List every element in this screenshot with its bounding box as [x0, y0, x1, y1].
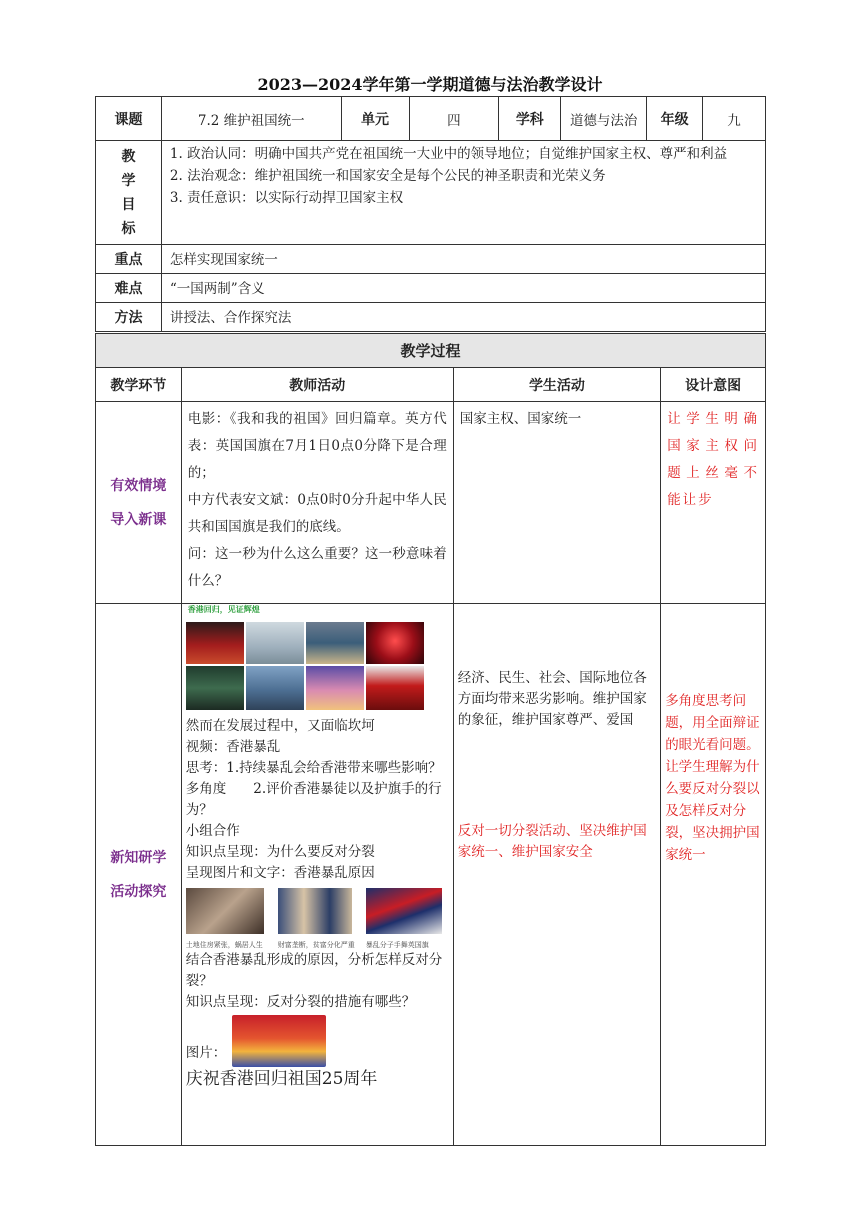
teacher-text: 问：这一秒为什么这么重要？这一秒意味着什么？	[187, 546, 447, 589]
design-intent-intro: 让学生明确国家主权问题上丝毫不能让步	[661, 402, 766, 604]
teacher-text: 然而在发展过程中，又面临坎坷	[185, 718, 375, 734]
teacher-text: 呈现图片和文字：香港暴乱原因	[185, 865, 375, 881]
document-title: 2023—2024学年第一学期道德与法治教学设计	[257, 75, 603, 94]
teacher-text: 中方代表安文斌：0点0时0分升起中华人民共和国国旗是我们的底线。	[187, 492, 447, 535]
col-header-intent: 设计意图	[661, 368, 766, 402]
goal-item: 3. 责任意识：以实际行动捍卫国家主权	[169, 190, 404, 206]
riot-cause-photos	[185, 888, 449, 949]
difficulty-label: 难点	[96, 274, 162, 303]
course-value: 7.2 维护祖国统一	[161, 97, 341, 141]
goal-item: 1. 政治认同：明确中国共产党在祖国统一大业中的领导地位；自觉维护国家主权、尊严和利益	[169, 146, 728, 162]
teaching-process-table	[95, 333, 766, 1146]
stage-explore: 新知研学 活动探究	[96, 604, 182, 1146]
image-label: 图片：	[185, 1045, 227, 1061]
stage-intro: 有效情境 导入新课	[96, 402, 182, 604]
goals-list	[161, 141, 765, 245]
grade-label: 年级	[647, 97, 703, 141]
teacher-text: 知识点呈现：为什么要反对分裂	[185, 844, 375, 860]
key-point-label: 重点	[96, 245, 162, 274]
process-heading: 教学过程	[96, 334, 766, 368]
teacher-text: 电影：《我和我的祖国》回归篇章。英方代表：英国国旗在7月1日0点0分降下是合理的；	[187, 411, 447, 481]
student-activity-intro: 国家主权、国家统一	[453, 402, 660, 604]
col-header-teacher: 教师活动	[181, 368, 453, 402]
unit-value: 四	[409, 97, 499, 141]
caption-housing: 土地住房紧张，蜗居人生	[185, 941, 263, 949]
caption-flag: 暴乱分子手舞英国旗	[365, 941, 429, 949]
teacher-text: 结合香港暴乱形成的原因，分析怎样反对分裂？	[185, 952, 443, 989]
method-label: 方法	[96, 303, 162, 332]
key-point-value: 怎样实现国家统一	[161, 245, 765, 274]
teacher-activity-intro	[181, 402, 453, 604]
teacher-text: 知识点呈现：反对分裂的措施有哪些？	[185, 994, 416, 1010]
col-header-student: 学生活动	[453, 368, 660, 402]
teacher-text: 视频：香港暴乱	[185, 739, 281, 755]
unit-label: 单元	[341, 97, 409, 141]
goal-item: 2. 法治观念：维护祖国统一和国家安全是每个公民的神圣职责和光荣义务	[169, 168, 606, 184]
lesson-info-table	[95, 96, 766, 332]
student-activity-explore	[453, 604, 660, 1146]
subject-value: 道德与法治	[561, 97, 647, 141]
hk-return-photo-collage	[186, 622, 424, 710]
teacher-text: 小组合作	[185, 823, 240, 839]
teacher-text: 思考：1.持续暴乱会给香港带来哪些影响？多角度 2.评价香港暴徒以及护旗手的行为？	[185, 760, 442, 818]
student-text-red: 反对一切分裂活动、坚决维护国家统一、维护国家安全	[457, 823, 647, 860]
difficulty-value: “一国两制”含义	[161, 274, 765, 303]
image-caption: 庆祝香港回归祖国25周年	[185, 1069, 378, 1089]
course-label: 课题	[96, 97, 162, 141]
method-value: 讲授法、合作探究法	[161, 303, 765, 332]
celebration-poster	[232, 1015, 326, 1067]
goals-label: 教 学 目 标	[96, 141, 162, 245]
col-header-stage: 教学环节	[96, 368, 182, 402]
student-text: 经济、民生、社会、国际地位各方面均带来恶劣影响。维护国家的象征，维护国家尊严、爱国	[457, 670, 647, 728]
design-intent-explore: 多角度思考问题，用全面辩证的眼光看问题。让学生理解为什么要反对分裂以及怎样反对分裂，坚决拥护国家统一	[661, 604, 766, 1146]
banner-caption: 香港回归，见证辉煌	[187, 605, 260, 614]
grade-value: 九	[703, 97, 766, 141]
teacher-activity-explore	[181, 604, 453, 1146]
subject-label: 学科	[499, 97, 561, 141]
caption-wealth: 财富垄断，贫富分化严重	[277, 941, 355, 949]
